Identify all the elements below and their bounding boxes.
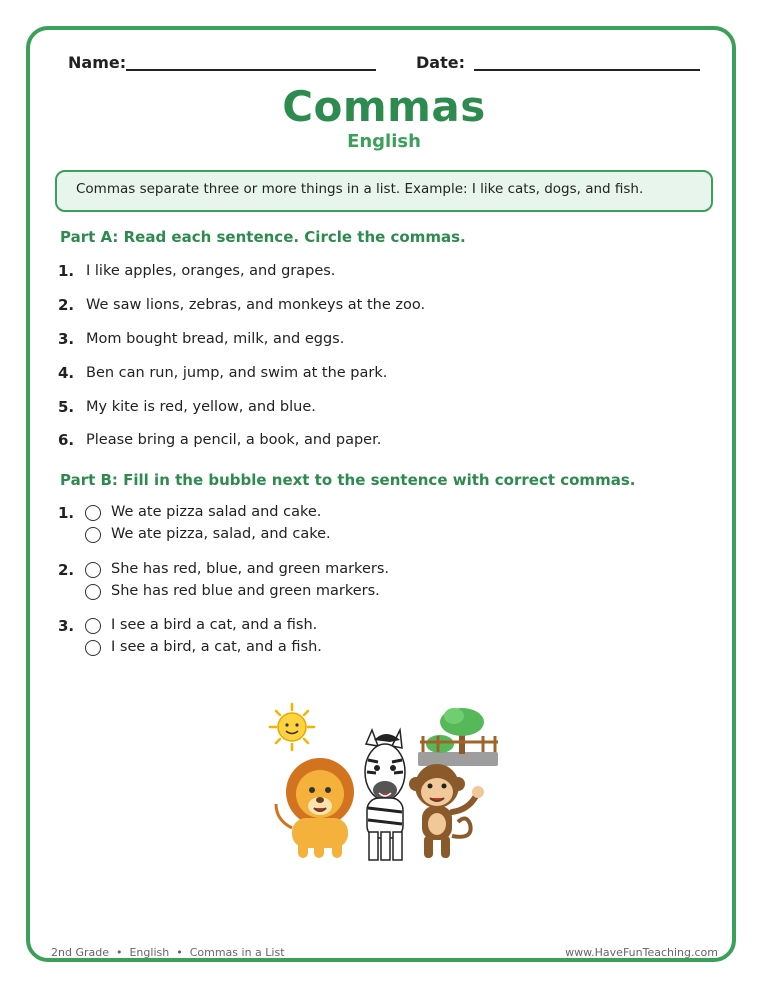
part-a-heading: Part A: Read each sentence. Circle the commas. [60,228,466,246]
name-label: Name: [68,53,127,72]
name-field[interactable] [126,69,376,71]
page-subtitle: English [347,131,421,152]
rule-box [55,170,713,212]
answer-bubble[interactable] [85,584,101,600]
part-b-heading: Part B: Fill in the bubble next to the sentence with correct commas. [60,471,636,489]
monkey-icon [409,764,484,858]
part-b-number: 3. [58,617,75,635]
part-a-sentence: I like apples, oranges, and grapes. [86,263,336,279]
rule-text: Commas separate three or more things in a list. Example: I like cats, dogs, and fish. [76,181,644,197]
answer-option: I see a bird, a cat, and a fish. [111,639,322,655]
part-a-sentence: Please bring a pencil, a book, and paper. [86,432,382,448]
answer-bubble[interactable] [85,562,101,578]
page-title: Commas [282,82,486,131]
footer-breadcrumb [51,946,285,959]
part-a-number: 6. [58,431,75,449]
part-a-number: 4. [58,364,75,382]
part-a-number: 3. [58,330,75,348]
zoo-animals-illustration [268,700,500,870]
bullet-icon: • [172,946,187,959]
answer-option: I see a bird a cat, and a fish. [111,617,318,633]
answer-option: We ate pizza salad and cake. [111,504,322,520]
answer-option: She has red, blue, and green markers. [111,561,389,577]
lion-icon [276,758,354,858]
part-b-number: 2. [58,561,75,579]
part-a-number: 1. [58,262,75,280]
footer-grade: 2nd Grade [51,946,109,959]
part-a-sentence: My kite is red, yellow, and blue. [86,399,316,415]
part-a-number: 2. [58,296,75,314]
date-label: Date: [416,53,465,72]
answer-bubble[interactable] [85,618,101,634]
footer-topic: Commas in a List [189,946,285,959]
part-a-sentence: Ben can run, jump, and swim at the park. [86,365,388,381]
part-a-sentence: We saw lions, zebras, and monkeys at the zoo. [86,297,426,313]
zebra-icon [365,730,405,860]
part-a-number: 5. [58,398,75,416]
answer-option: We ate pizza, salad, and cake. [111,526,331,542]
footer-site: www.HaveFunTeaching.com [565,946,718,959]
bullet-icon: • [112,946,126,959]
answer-bubble[interactable] [85,527,101,543]
answer-bubble[interactable] [85,640,101,656]
answer-bubble[interactable] [85,505,101,521]
answer-option: She has red blue and green markers. [111,583,380,599]
part-b-number: 1. [58,504,75,522]
footer-subject: English [129,946,170,959]
tree-fence-icon [418,708,498,766]
date-field[interactable] [474,69,700,71]
part-a-sentence: Mom bought bread, milk, and eggs. [86,331,345,347]
sun-icon [270,704,314,750]
